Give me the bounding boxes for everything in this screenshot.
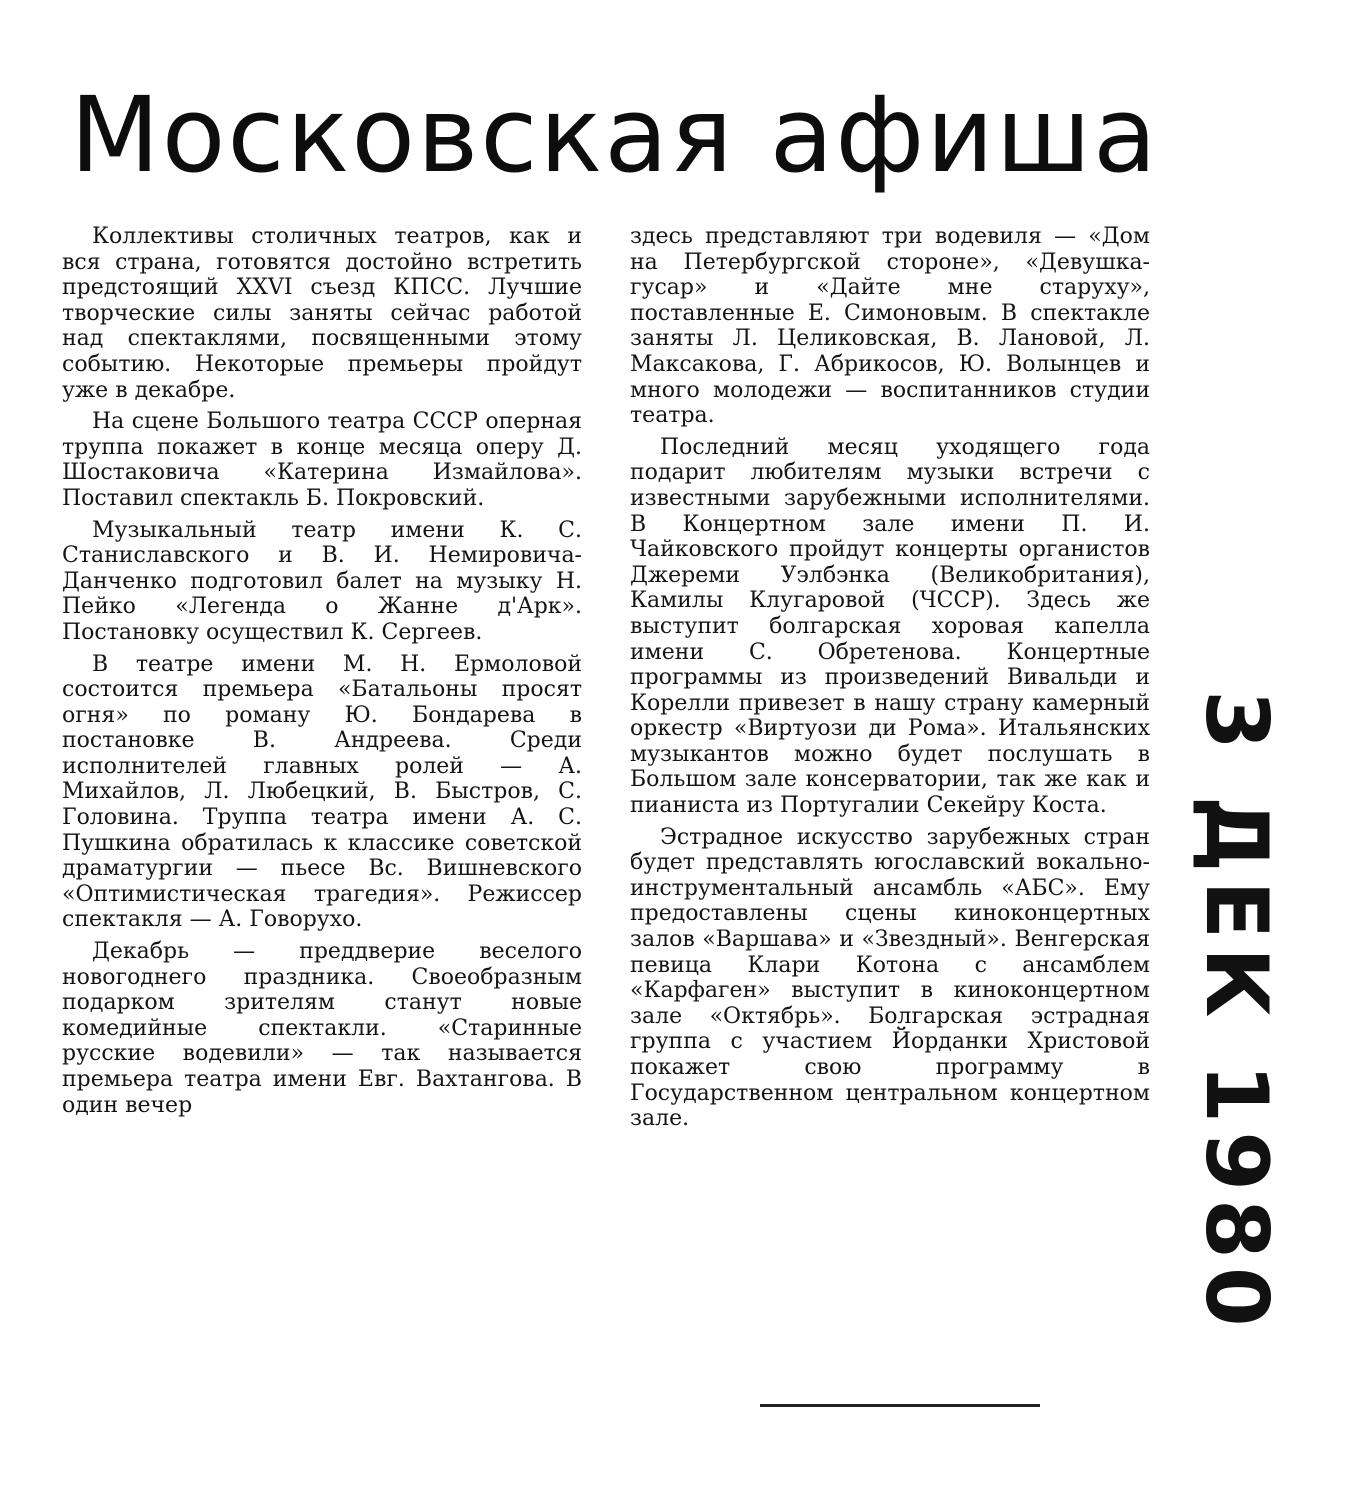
bottom-rule (760, 1404, 1040, 1407)
paragraph: Декабрь — преддверие веселого новогоднего праздника. Своеобразным подарком зрителям станут новые комедийные спектакли. «Старинные русские водевили» — так называется премьера театра имени Евг. Вахтангова. В один вечер (62, 939, 582, 1118)
article-column-right (630, 224, 1150, 1138)
headline: Московская афиша (70, 74, 1159, 196)
paragraph: Музыкальный театр имени К. С. Станиславского и В. И. Немировича-Данченко подготовил балет на музыку Н. Пейко «Легенда о Жанне д'Арк». Постановку осуществил К. Сергеев. (62, 517, 582, 645)
paragraph: На сцене Большого театра СССР оперная труппа покажет в конце месяца оперу Д. Шостаковича «Катерина Измайлова». Поставил спектакль Б. Покровский. (62, 409, 582, 511)
paragraph: здесь представляют три водевиля — «Дом на Петербургской стороне», «Девушка-гусар» и «Дайте мне старуху», поставленные Е. Симоновым. В спектакле заняты Л. Целиковская, В. Лановой, Л. Максакова, Г. Абрикосов, Ю. Волынцев и много молодежи — воспитанников студии театра. (630, 224, 1150, 429)
paragraph: Последний месяц уходящего года подарит любителям музыки встречи с известными зарубежными исполнителями. В Концертном зале имени П. И. Чайковского пройдут концерты органистов Джереми Уэлбэнка (Великобритания), Камилы Клугаровой (ЧССР). Здесь же выступит болгарская хоровая капелла имени С. Обретенова. Концертные программы из произведений Вивальди и Корелли привезет в нашу страну камерный оркестр «Виртуози ди Рома». Итальянских музыкантов можно будет послушать в Большом зале консерватории, так же как и пианиста из Португалии Секейру Коста. (630, 434, 1150, 819)
article-column-left (62, 224, 582, 1124)
paragraph: В театре имени М. Н. Ермоловой состоится премьера «Батальоны просят огня» по роману Ю. Бондарева в постановке В. Андреева. Среди исполнителей главных ролей — А. Михайлов, Л. Любецкий, В. Быстров, С. Головина. Труппа театра имени А. С. Пушкина обратилась к классике советской драматургии — пьесе Вс. Вишневского «Оптимистическая трагедия». Режиссер спектакля — А. Говорухо. (62, 651, 582, 933)
date-stamp: 3 ДЕК 1980 (1186, 690, 1286, 1335)
paragraph: Коллективы столичных театров, как и вся страна, готовятся достойно встретить предстоящий XXVI съезд КПСС. Лучшие творческие силы заняты сейчас работой над спектаклями, посвященными этому событию. Некоторые премьеры пройдут уже в декабре. (62, 224, 582, 403)
paragraph: Эстрадное искусство зарубежных стран будет представлять югославский вокально-инструментальный ансамбль «АБС». Ему предоставлены сцены киноконцертных залов «Варшава» и «Звездный». Венгерская певица Клари Котона с ансамблем «Карфаген» выступит в киноконцертном зале «Октябрь». Болгарская эстрадная группа с участием Йорданки Христовой покажет свою программу в Государственном центральном концертном зале. (630, 824, 1150, 1132)
